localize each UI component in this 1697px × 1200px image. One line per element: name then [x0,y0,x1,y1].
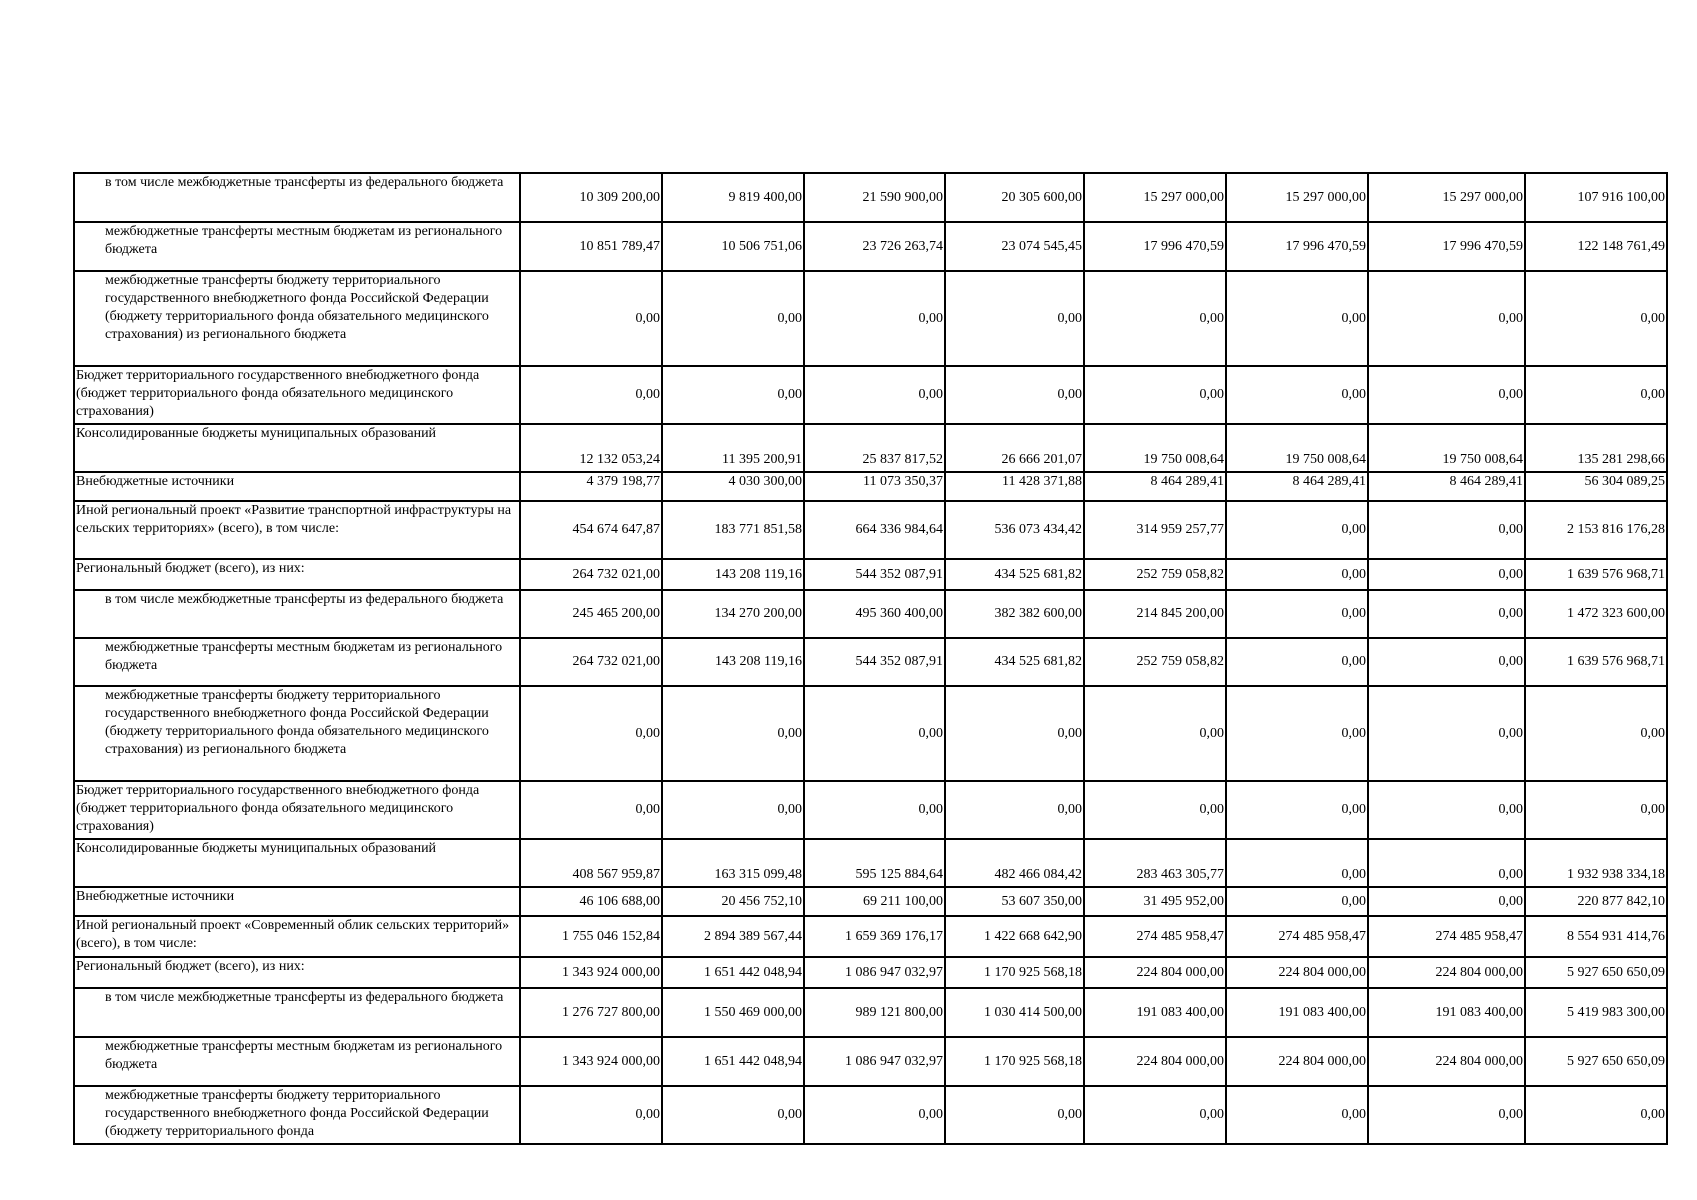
value-cell: 0,00 [1525,271,1667,366]
value-cell: 0,00 [1525,366,1667,424]
value-cell: 4 030 300,00 [662,472,804,501]
value-cell: 0,00 [1525,1086,1667,1144]
row-label: межбюджетные трансферты местным бюджетам из регионального бюджета [74,1037,520,1086]
value-cell: 214 845 200,00 [1084,590,1226,638]
value-cell: 220 877 842,10 [1525,887,1667,916]
row-label: в том числе межбюджетные трансферты из федерального бюджета [74,173,520,222]
value-cell: 0,00 [804,1086,945,1144]
row-label: Региональный бюджет (всего), из них: [74,559,520,590]
value-cell: 0,00 [804,366,945,424]
value-cell: 0,00 [1226,559,1368,590]
row-label: межбюджетные трансферты бюджету территориального государственного внебюджетного фонда Российской Федерации (бюджету территориального фонда обязательного медицинского страхования) из регионального бюджета [74,271,520,366]
value-cell: 274 485 958,47 [1368,916,1525,957]
value-cell: 191 083 400,00 [1226,988,1368,1037]
value-cell: 20 456 752,10 [662,887,804,916]
value-cell: 0,00 [662,1086,804,1144]
value-cell: 53 607 350,00 [945,887,1084,916]
table-row [74,638,1667,686]
value-cell: 544 352 087,91 [804,559,945,590]
value-cell: 0,00 [1226,501,1368,559]
value-cell: 1 755 046 152,84 [520,916,662,957]
value-cell: 134 270 200,00 [662,590,804,638]
table-row [74,590,1667,638]
value-cell: 0,00 [1084,686,1226,781]
row-label: Внебюджетные источники [74,472,520,501]
value-cell: 0,00 [520,366,662,424]
value-cell: 1 422 668 642,90 [945,916,1084,957]
value-cell: 0,00 [945,366,1084,424]
value-cell: 0,00 [1368,839,1525,887]
value-cell: 482 466 084,42 [945,839,1084,887]
value-cell: 1 639 576 968,71 [1525,638,1667,686]
value-cell: 8 464 289,41 [1368,472,1525,501]
table-row [74,559,1667,590]
value-cell: 46 106 688,00 [520,887,662,916]
value-cell: 264 732 021,00 [520,638,662,686]
value-cell: 0,00 [662,781,804,839]
table-row [74,916,1667,957]
value-cell: 2 894 389 567,44 [662,916,804,957]
value-cell: 989 121 800,00 [804,988,945,1037]
value-cell: 1 276 727 800,00 [520,988,662,1037]
value-cell: 8 464 289,41 [1226,472,1368,501]
value-cell: 23 074 545,45 [945,222,1084,271]
value-cell: 19 750 008,64 [1226,424,1368,472]
value-cell: 1 651 442 048,94 [662,957,804,988]
value-cell: 17 996 470,59 [1226,222,1368,271]
value-cell: 434 525 681,82 [945,638,1084,686]
value-cell: 10 851 789,47 [520,222,662,271]
value-cell: 0,00 [1084,366,1226,424]
value-cell: 0,00 [520,1086,662,1144]
value-cell: 9 819 400,00 [662,173,804,222]
table-row [74,887,1667,916]
value-cell: 1 170 925 568,18 [945,957,1084,988]
value-cell: 5 419 983 300,00 [1525,988,1667,1037]
value-cell: 0,00 [520,781,662,839]
value-cell: 0,00 [1368,1086,1525,1144]
budget-table-body [74,173,1667,1144]
value-cell: 224 804 000,00 [1226,957,1368,988]
row-label: межбюджетные трансферты бюджету территориального государственного внебюджетного фонда Российской Федерации (бюджету территориального фонда обязательного медицинского страхования) из регионального бюджета [74,686,520,781]
row-label: Иной региональный проект «Развитие транспортной инфраструктуры на сельских территориях» (всего), в том числе: [74,501,520,559]
value-cell: 0,00 [1226,887,1368,916]
value-cell: 0,00 [945,686,1084,781]
value-cell: 1 343 924 000,00 [520,1037,662,1086]
value-cell: 135 281 298,66 [1525,424,1667,472]
value-cell: 1 651 442 048,94 [662,1037,804,1086]
value-cell: 1 639 576 968,71 [1525,559,1667,590]
value-cell: 122 148 761,49 [1525,222,1667,271]
value-cell: 69 211 100,00 [804,887,945,916]
row-label: Внебюджетные источники [74,887,520,916]
value-cell: 17 996 470,59 [1084,222,1226,271]
value-cell: 434 525 681,82 [945,559,1084,590]
table-row [74,957,1667,988]
row-label: Бюджет территориального государственного внебюджетного фонда (бюджет территориального фонда обязательного медицинского страхования) [74,781,520,839]
value-cell: 283 463 305,77 [1084,839,1226,887]
value-cell: 25 837 817,52 [804,424,945,472]
value-cell: 274 485 958,47 [1084,916,1226,957]
value-cell: 10 506 751,06 [662,222,804,271]
table-row [74,781,1667,839]
value-cell: 19 750 008,64 [1368,424,1525,472]
table-row [74,173,1667,222]
table-row [74,988,1667,1037]
value-cell: 382 382 600,00 [945,590,1084,638]
value-cell: 183 771 851,58 [662,501,804,559]
table-row [74,271,1667,366]
value-cell: 163 315 099,48 [662,839,804,887]
value-cell: 0,00 [1084,271,1226,366]
table-row [74,1086,1667,1144]
value-cell: 11 395 200,91 [662,424,804,472]
value-cell: 0,00 [520,271,662,366]
row-label: в том числе межбюджетные трансферты из федерального бюджета [74,590,520,638]
value-cell: 191 083 400,00 [1368,988,1525,1037]
value-cell: 56 304 089,25 [1525,472,1667,501]
value-cell: 0,00 [1368,590,1525,638]
table-row [74,686,1667,781]
value-cell: 15 297 000,00 [1226,173,1368,222]
value-cell: 0,00 [1226,590,1368,638]
value-cell: 5 927 650 650,09 [1525,1037,1667,1086]
value-cell: 224 804 000,00 [1368,957,1525,988]
row-label: Региональный бюджет (всего), из них: [74,957,520,988]
value-cell: 0,00 [1084,781,1226,839]
value-cell: 0,00 [945,781,1084,839]
value-cell: 15 297 000,00 [1084,173,1226,222]
value-cell: 0,00 [1368,638,1525,686]
value-cell: 23 726 263,74 [804,222,945,271]
row-label: Иной региональный проект «Современный облик сельских территорий» (всего), в том числе: [74,916,520,957]
value-cell: 31 495 952,00 [1084,887,1226,916]
value-cell: 0,00 [804,781,945,839]
value-cell: 0,00 [662,271,804,366]
value-cell: 0,00 [1226,839,1368,887]
value-cell: 1 472 323 600,00 [1525,590,1667,638]
value-cell: 595 125 884,64 [804,839,945,887]
row-label: межбюджетные трансферты местным бюджетам из регионального бюджета [74,638,520,686]
value-cell: 252 759 058,82 [1084,638,1226,686]
value-cell: 314 959 257,77 [1084,501,1226,559]
value-cell: 0,00 [1368,271,1525,366]
value-cell: 19 750 008,64 [1084,424,1226,472]
value-cell: 0,00 [1084,1086,1226,1144]
value-cell: 1 343 924 000,00 [520,957,662,988]
value-cell: 224 804 000,00 [1368,1037,1525,1086]
value-cell: 408 567 959,87 [520,839,662,887]
value-cell: 1 170 925 568,18 [945,1037,1084,1086]
value-cell: 0,00 [804,271,945,366]
value-cell: 143 208 119,16 [662,559,804,590]
row-label: межбюджетные трансферты бюджету территориального государственного внебюджетного фонда Российской Федерации (бюджету территориального фонда [74,1086,520,1144]
row-label: Бюджет территориального государственного внебюджетного фонда (бюджет территориального фонда обязательного медицинского страхования) [74,366,520,424]
table-row [74,1037,1667,1086]
table-row [74,222,1667,271]
value-cell: 544 352 087,91 [804,638,945,686]
value-cell: 0,00 [1525,781,1667,839]
value-cell: 0,00 [945,271,1084,366]
value-cell: 0,00 [1226,781,1368,839]
value-cell: 0,00 [1368,501,1525,559]
value-cell: 0,00 [1368,559,1525,590]
value-cell: 0,00 [1368,366,1525,424]
row-label: межбюджетные трансферты местным бюджетам из регионального бюджета [74,222,520,271]
value-cell: 536 073 434,42 [945,501,1084,559]
value-cell: 0,00 [1226,1086,1368,1144]
value-cell: 11 428 371,88 [945,472,1084,501]
value-cell: 224 804 000,00 [1226,1037,1368,1086]
value-cell: 10 309 200,00 [520,173,662,222]
value-cell: 252 759 058,82 [1084,559,1226,590]
table-row [74,472,1667,501]
value-cell: 4 379 198,77 [520,472,662,501]
value-cell: 274 485 958,47 [1226,916,1368,957]
value-cell: 264 732 021,00 [520,559,662,590]
value-cell: 0,00 [662,366,804,424]
value-cell: 191 083 400,00 [1084,988,1226,1037]
value-cell: 224 804 000,00 [1084,957,1226,988]
value-cell: 1 030 414 500,00 [945,988,1084,1037]
value-cell: 0,00 [1368,781,1525,839]
value-cell: 0,00 [1368,887,1525,916]
value-cell: 15 297 000,00 [1368,173,1525,222]
value-cell: 0,00 [945,1086,1084,1144]
value-cell: 0,00 [1226,638,1368,686]
value-cell: 143 208 119,16 [662,638,804,686]
row-label: Консолидированные бюджеты муниципальных образований [74,424,520,472]
value-cell: 0,00 [1226,271,1368,366]
table-row [74,366,1667,424]
row-label: Консолидированные бюджеты муниципальных образований [74,839,520,887]
value-cell: 495 360 400,00 [804,590,945,638]
value-cell: 0,00 [1226,686,1368,781]
value-cell: 11 073 350,37 [804,472,945,501]
value-cell: 0,00 [1368,686,1525,781]
value-cell: 245 465 200,00 [520,590,662,638]
value-cell: 0,00 [662,686,804,781]
value-cell: 1 550 469 000,00 [662,988,804,1037]
row-label: в том числе межбюджетные трансферты из федерального бюджета [74,988,520,1037]
value-cell: 1 659 369 176,17 [804,916,945,957]
table-row [74,839,1667,887]
value-cell: 26 666 201,07 [945,424,1084,472]
value-cell: 1 932 938 334,18 [1525,839,1667,887]
value-cell: 5 927 650 650,09 [1525,957,1667,988]
value-cell: 20 305 600,00 [945,173,1084,222]
value-cell: 12 132 053,24 [520,424,662,472]
value-cell: 21 590 900,00 [804,173,945,222]
value-cell: 8 554 931 414,76 [1525,916,1667,957]
value-cell: 0,00 [1525,686,1667,781]
table-row [74,501,1667,559]
value-cell: 0,00 [1226,366,1368,424]
value-cell: 17 996 470,59 [1368,222,1525,271]
table-row [74,424,1667,472]
value-cell: 0,00 [804,686,945,781]
value-cell: 8 464 289,41 [1084,472,1226,501]
budget-table [73,172,1668,1145]
value-cell: 664 336 984,64 [804,501,945,559]
value-cell: 1 086 947 032,97 [804,957,945,988]
value-cell: 1 086 947 032,97 [804,1037,945,1086]
value-cell: 224 804 000,00 [1084,1037,1226,1086]
value-cell: 107 916 100,00 [1525,173,1667,222]
value-cell: 454 674 647,87 [520,501,662,559]
value-cell: 2 153 816 176,28 [1525,501,1667,559]
value-cell: 0,00 [520,686,662,781]
